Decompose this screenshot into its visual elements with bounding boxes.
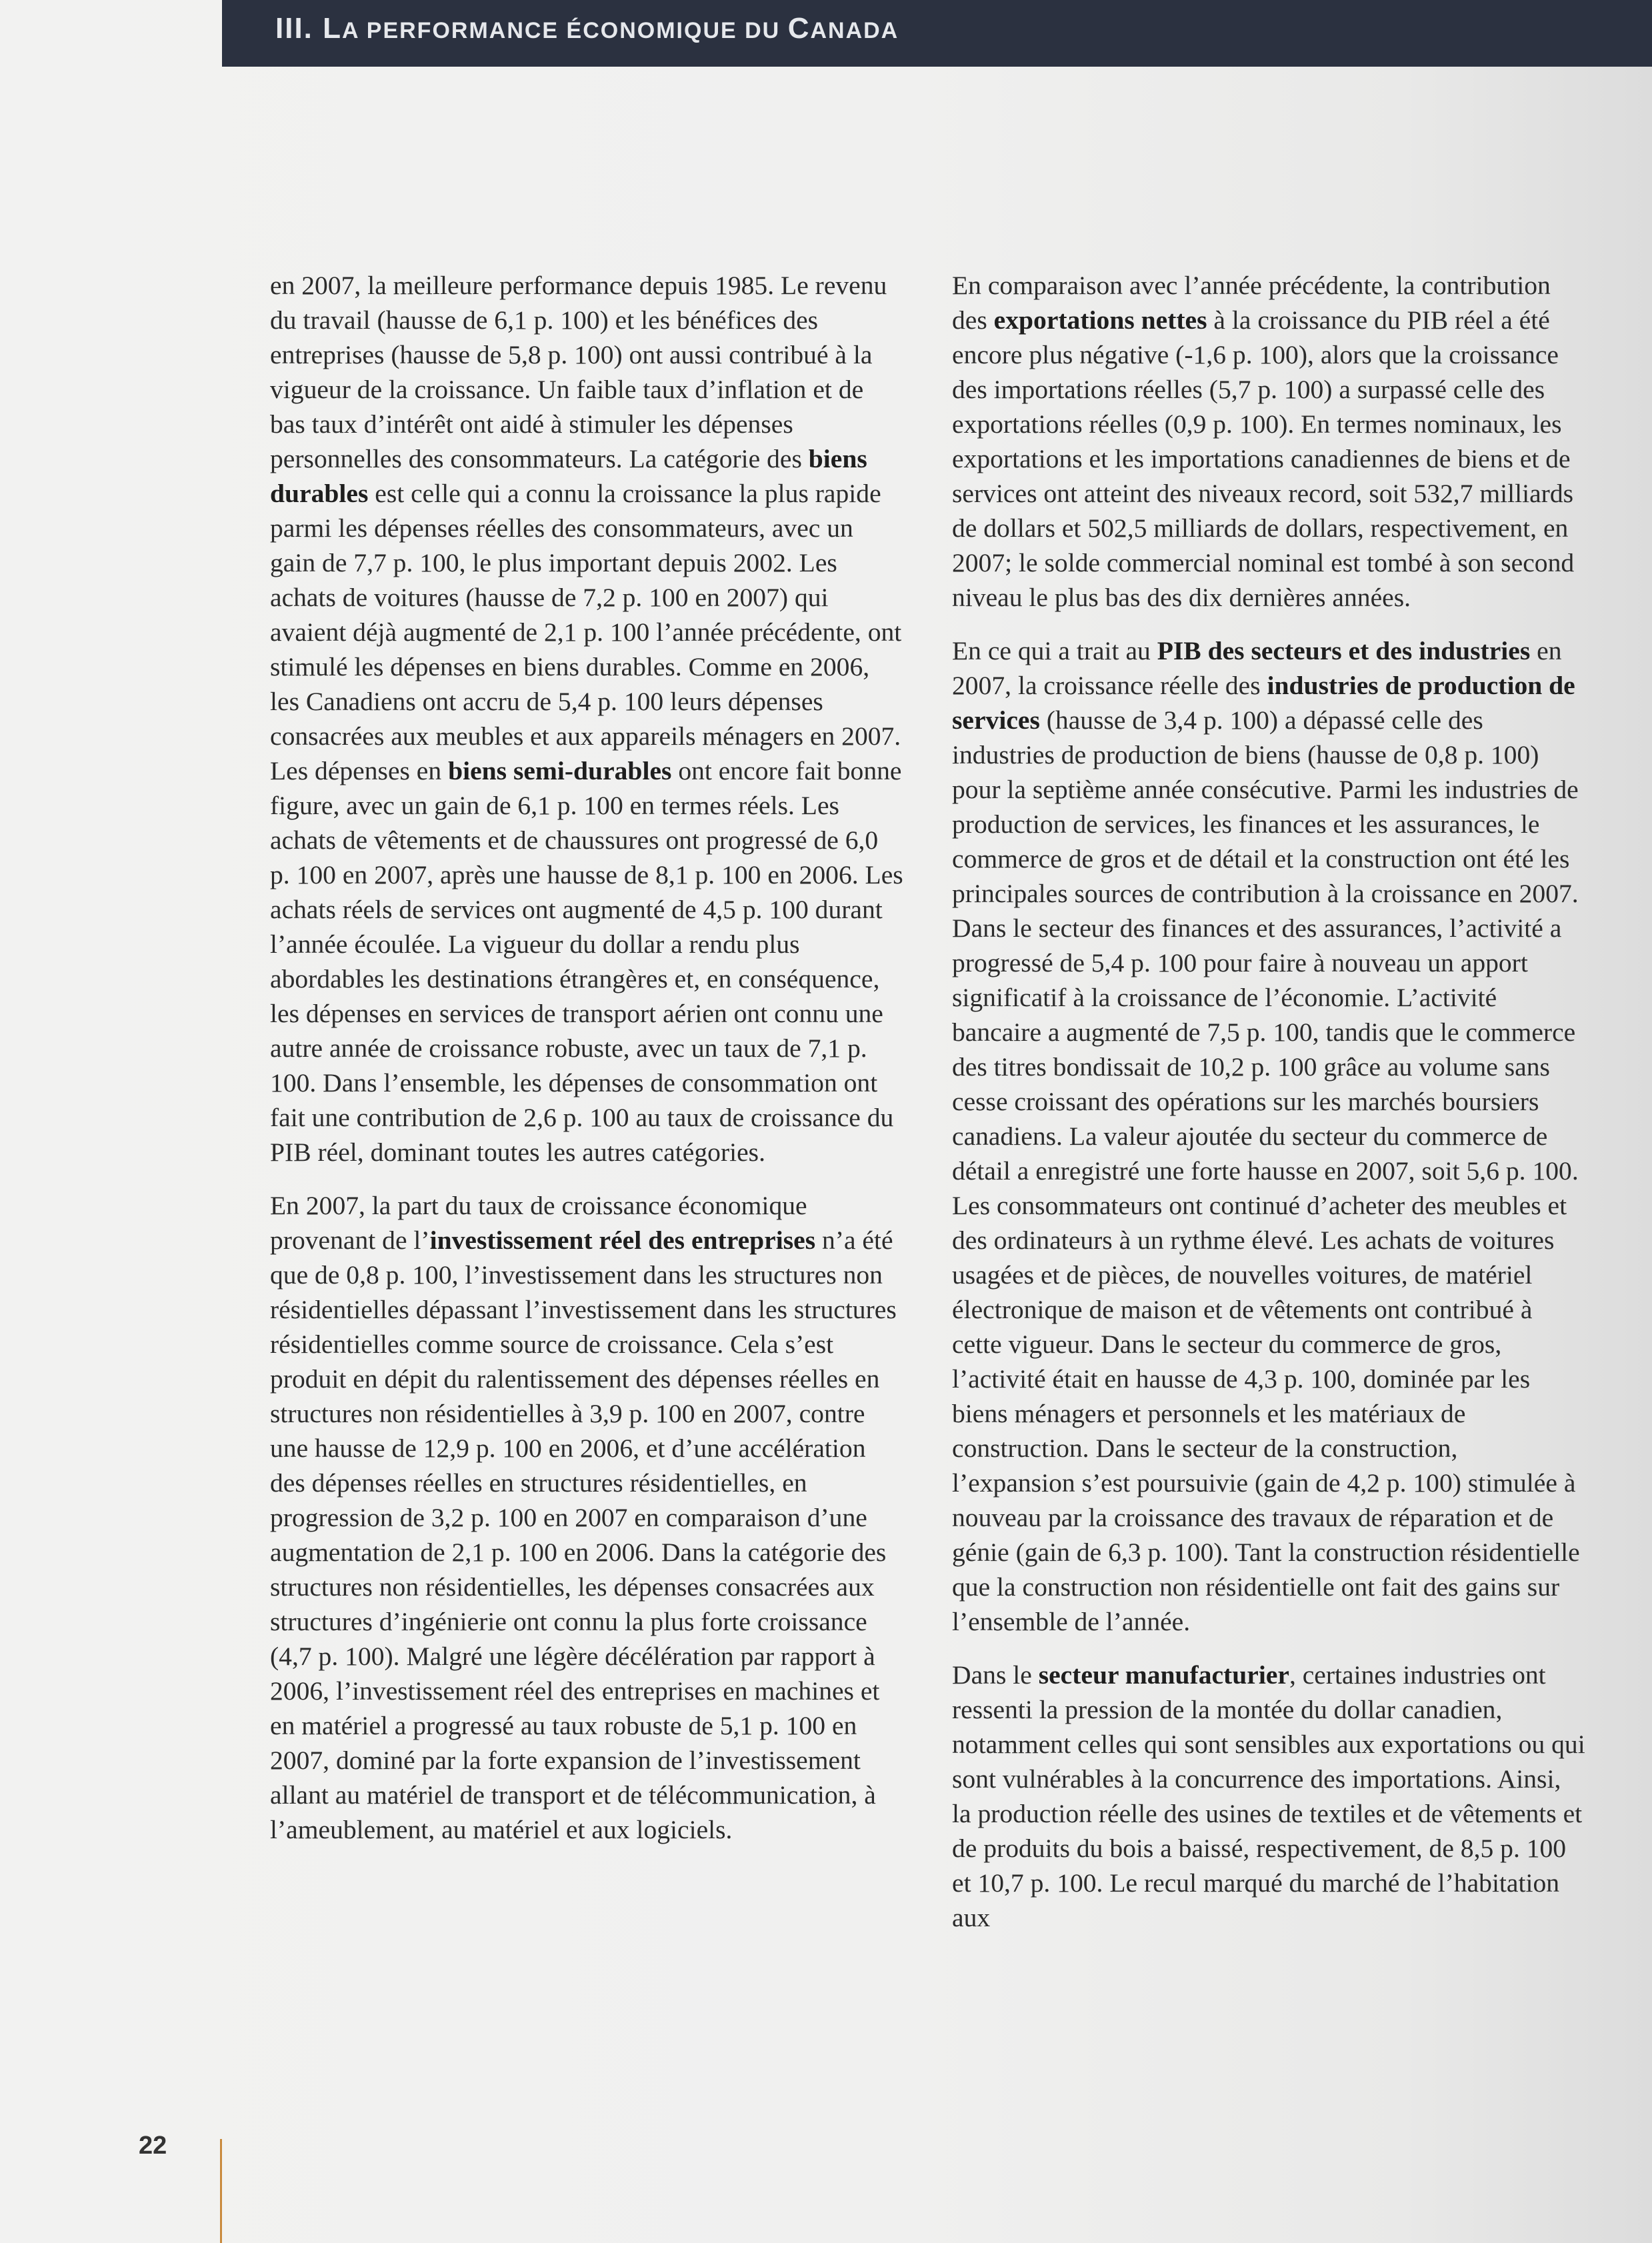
paragraph-text: en 2007, la meilleure performance depuis 1985. Le revenu du travail (hausse de 6,1 p. 100) et les bénéfices des entreprises (hausse de 5,8 p. 100) ont aussi contribué à la vigueur de la croissance. Un faible taux d’inflation et de bas taux d’intérêt ont aidé à stimuler les dépenses personnelles des consommateurs. La catégorie des [270, 271, 887, 473]
paragraph-text: En 2007, la part du taux de croissance économique provenant de l’ [270, 1191, 807, 1255]
paragraph-text: n’a été que de 0,8 p. 100, l’investissement dans les structures non résidentielles dépassant l’investissement dans les structures résidentielles comme source de croissance. Cela s’est produit en dépit du ralentissement des dépenses réelles en structures non résidentielles à 3,9 p. 100 en 2007, contre une hausse de 12,9 p. 100 en 2006, et d’une accélération des dépenses réelles en structures résidentielles, en progression de 3,2 p. 100 en 2007 en comparaison d’une augmentation de 2,1 p. 100 en 2006. Dans la catégorie des structures non résidentielles, les dépenses consacrées aux structures d’ingénierie ont connu la plus forte croissance (4,7 p. 100). Malgré une légère décélération par rapport à 2006, l’investissement réel des entreprises en machines et en matériel a progressé au taux robuste de 5,1 p. 100 en 2007, dominé par la forte expansion de l’investissement allant au matériel de transport et de télécommunication, à l’ameublement, au matériel et aux logiciels. [270, 1226, 897, 1844]
paragraph-text: en 2007, la croissance réelle des [952, 636, 1562, 700]
paragraph-text: En ce qui a trait au [952, 636, 1157, 665]
bold-term: biens durables [270, 444, 867, 508]
body-paragraph [270, 1188, 903, 1847]
chapter-header-bar [222, 0, 1652, 67]
paragraph-text: Dans le [952, 1660, 1039, 1690]
text-column-right [952, 268, 1585, 1954]
bold-term: exportations nettes [993, 305, 1207, 335]
chapter-title-part: ANADA [810, 18, 899, 43]
page-number: 22 [139, 2132, 167, 2160]
paragraph-text: , certaines industries ont ressenti la pression de la montée du dollar canadien, notamment celles qui sont sensibles aux exportations ou qui sont vulnérables à la concurrence des importations. Ainsi, la production réelle des usines de textiles et de vêtements et de produits du bois a baissé, respectivement, de 8,5 p. 100 et 10,7 p. 100. Le recul marqué du marché de l’habitation aux [952, 1660, 1585, 1932]
body-paragraph [952, 633, 1585, 1639]
paragraph-text: à la croissance du PIB réel a été encore plus négative (-1,6 p. 100), alors que la croissance des importations réelles (5,7 p. 100) a surpassé celle des exportations réelles (0,9 p. 100). En termes nominaux, les exportations et les importations canadiennes de biens et de services ont atteint des niveaux record, soit 532,7 milliards de dollars et 502,5 milliards de dollars, respectivement, en 2007; le solde commercial nominal est tombé à son second niveau le plus bas des dix dernières années. [952, 305, 1575, 612]
paragraph-text: ont encore fait bonne figure, avec un gain de 6,1 p. 100 en termes réels. Les achats de vêtements et de chaussures ont progressé de 6,0 p. 100 en 2007, après une hausse de 8,1 p. 100 en 2006. Les achats réels de services ont augmenté de 4,5 p. 100 durant l’année écoulée. La vigueur du dollar a rendu plus abordables les destinations étrangères et, en conséquence, les dépenses en services de transport aérien ont connu une autre année de croissance robuste, avec un taux de 7,1 p. 100. Dans l’ensemble, les dépenses de consommation ont fait une contribution de 2,6 p. 100 au taux de croissance du PIB réel, dominant toutes les autres catégories. [270, 756, 903, 1167]
chapter-title-part: L [323, 12, 343, 45]
text-column-left [270, 268, 903, 1866]
paragraph-text: est celle qui a connu la croissance la plus rapide parmi les dépenses réelles des consommateurs, avec un gain de 7,7 p. 100, le plus important depuis 2002. Les achats de voitures (hausse de 7,2 p. 100 en 2007) qui avaient déjà augmenté de 2,1 p. 100 l’année précédente, ont stimulé les dépenses en biens durables. Comme en 2006, les Canadiens ont accru de 5,4 p. 100 leurs dépenses consacrées aux meubles et aux appareils ménagers en 2007. Les dépenses en [270, 479, 902, 785]
chapter-roman-numeral: III. [275, 12, 313, 45]
body-paragraph [270, 268, 903, 1170]
chapter-title [275, 12, 899, 45]
paragraph-text: En comparaison avec l’année précédente, la contribution des [952, 271, 1551, 335]
bold-term: PIB des secteurs et des industries [1157, 636, 1531, 665]
chapter-title-part: A PERFORMANCE ÉCONOMIQUE DU [342, 18, 788, 43]
bold-term: industries de production de services [952, 671, 1575, 735]
body-paragraph [952, 1658, 1585, 1935]
chapter-title-part: C [787, 12, 811, 45]
bold-term: secteur manufacturier [1038, 1660, 1289, 1690]
footer-divider [220, 2139, 222, 2243]
paragraph-text: (hausse de 3,4 p. 100) a dépassé celle des industries de production de biens (hausse de 0,8 p. 100) pour la septième année consécutive. Parmi les industries de production de services, les finances et les assurances, le commerce de gros et de détail et la construction ont été les principales sources de contribution à la croissance en 2007. Dans le secteur des finances et des assurances, l’activité a progressé de 5,4 p. 100 pour faire à nouveau un apport significatif à la croissance de l’économie. L’activité bancaire a augmenté de 7,5 p. 100, tandis que le commerce des titres bondissait de 10,2 p. 100 grâce au volume sans cesse croissant des opérations sur les marchés boursiers canadiens. La valeur ajoutée du secteur du commerce de détail a enregistré une forte hausse en 2007, soit 5,6 p. 100. Les consommateurs ont continué d’acheter des meubles et des ordinateurs à un rythme élevé. Les achats de voitures usagées et de pièces, de nouvelles voitures, de matériel électronique de maison et de vêtements ont contribué à cette vigueur. Dans le secteur du commerce de gros, l’activité était en hausse de 4,3 p. 100, dominée par les biens ménagers et personnels et les matériaux de construction. Dans le secteur de la construction, l’expansion s’est poursuivie (gain de 4,2 p. 100) stimulée à nouveau par la croissance des travaux de réparation et de génie (gain de 6,3 p. 100). Tant la construction résidentielle que la construction non résidentielle ont fait des gains sur l’ensemble de l’année. [952, 705, 1580, 1636]
body-paragraph [952, 268, 1585, 615]
chapter-title-text [323, 12, 899, 45]
bold-term: investissement réel des entreprises [429, 1226, 816, 1255]
bold-term: biens semi-durables [448, 756, 672, 785]
